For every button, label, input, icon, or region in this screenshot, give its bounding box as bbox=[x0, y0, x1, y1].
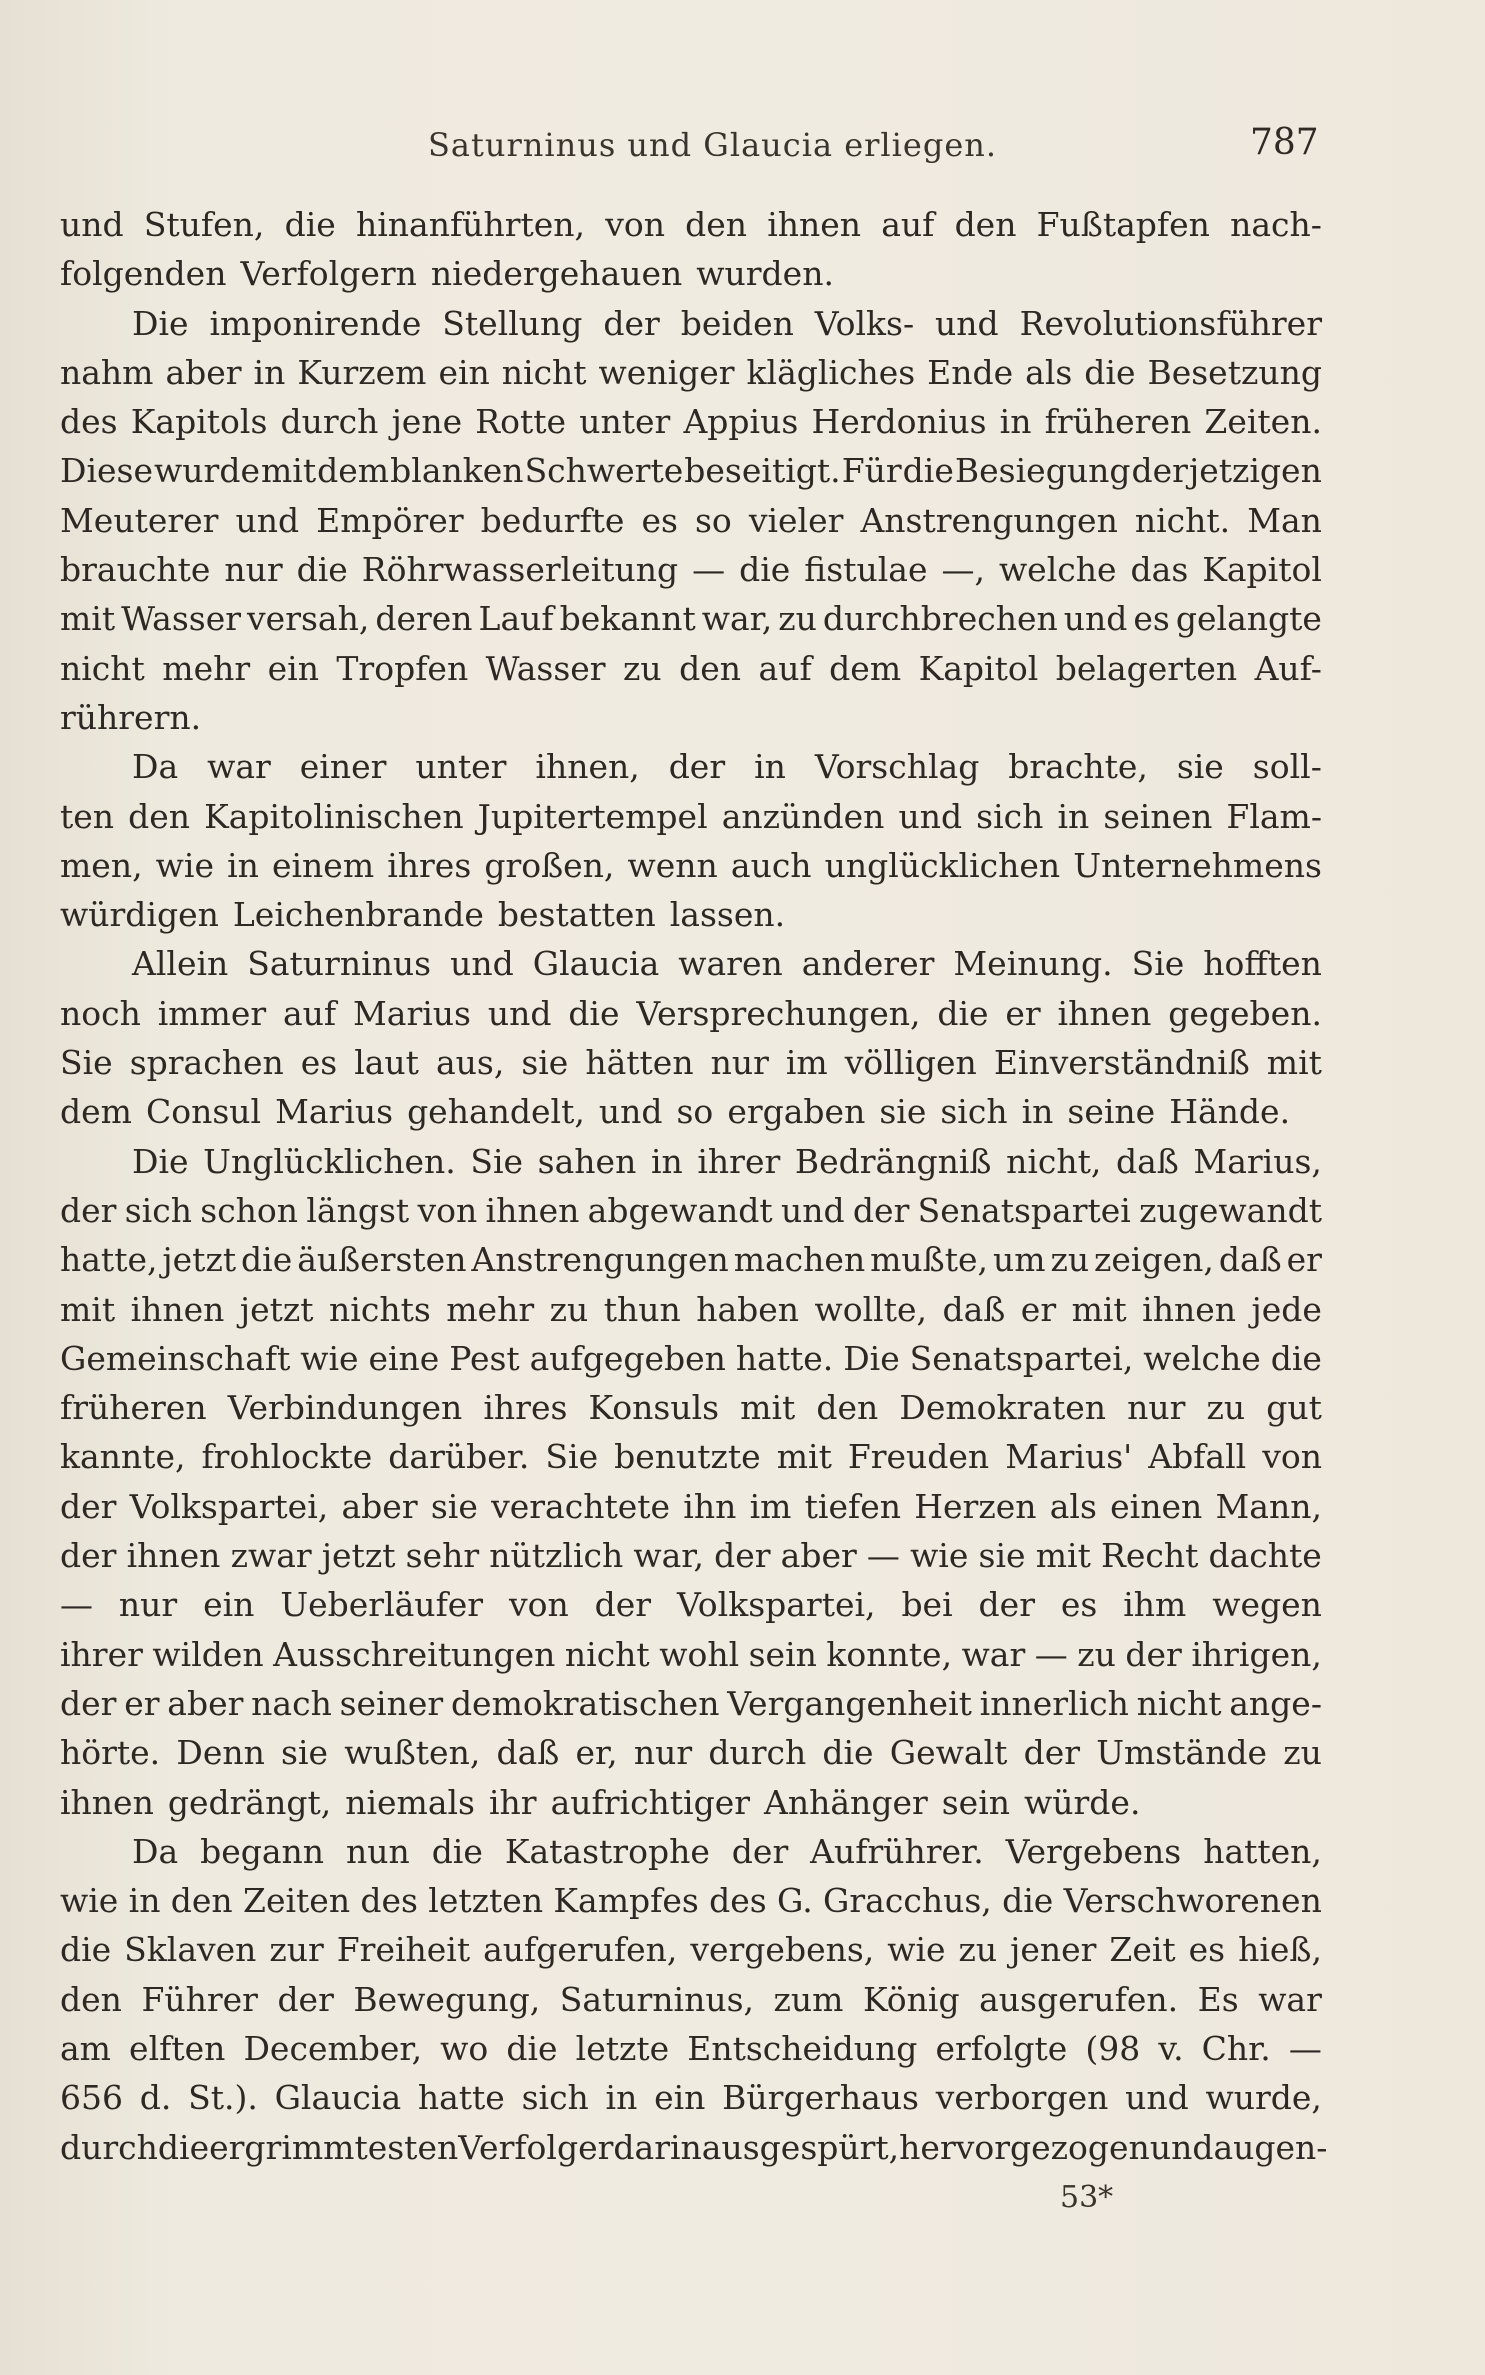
text-line: Die Unglücklichen. Sie sahen in ihrer Bedrängniß nicht, daß Marius, bbox=[132, 1141, 1322, 1181]
text-line: und Stufen, die hinanführten, von den ihnen auf den Fußtapfen nach- bbox=[60, 205, 1322, 244]
text-line: den Führer der Bewegung, Saturninus, zum König ausgerufen. Es war bbox=[60, 1979, 1322, 2019]
text-line: ihnen gedrängt, niemals ihr aufrichtiger Anhänger sein würde. bbox=[60, 1782, 1141, 1822]
text-line: ihrer wilden Ausschreitungen nicht wohl sein konnte, war — zu der ihrigen, bbox=[60, 1634, 1322, 1674]
text-line: durch die ergrimmtesten Verfolger darin ausgespürt, hervorgezogen und augen- bbox=[60, 2127, 1328, 2167]
text-line: der sich schon längst von ihnen abgewandt und der Senatspartei zugewandt bbox=[60, 1190, 1322, 1230]
text-line: wie in den Zeiten des letzten Kampfes des G. Gracchus, die Verschworenen bbox=[60, 1881, 1322, 1921]
text-line: Die imponirende Stellung der beiden Volks- und Revolutionsführer bbox=[132, 303, 1322, 343]
text-line: hatte, jetzt die äußersten Anstrengungen machen mußte, um zu zeigen, daß er bbox=[60, 1240, 1322, 1280]
text-line: mit Wasser versah, deren Lauf bekannt war, zu durchbrechen und es gelangte bbox=[60, 599, 1322, 639]
text-line: noch immer auf Marius und die Versprechungen, die er ihnen gegeben. bbox=[60, 993, 1322, 1033]
text-line: rührern. bbox=[60, 697, 202, 737]
text-line: Da begann nun die Katastrophe der Aufrührer. Vergebens hatten, bbox=[132, 1831, 1322, 1871]
text-line: würdigen Leichenbrande bestatten lassen. bbox=[60, 895, 786, 935]
text-line: früheren Verbindungen ihres Konsuls mit den Demokraten nur zu gut bbox=[60, 1388, 1322, 1428]
text-line: der er aber nach seiner demokratischen Vergangenheit innerlich nicht ange- bbox=[60, 1683, 1322, 1723]
running-title: Saturninus und Glaucia erliegen. bbox=[428, 126, 998, 164]
text-line: kannte, frohlockte darüber. Sie benutzte mit Freuden Marius' Abfall von bbox=[60, 1437, 1322, 1477]
running-head bbox=[0, 122, 1485, 176]
text-line: Diese wurde mit dem blanken Schwerte beseitigt. Für die Besiegung der jetzigen bbox=[60, 451, 1322, 491]
text-line: dem Consul Marius gehandelt, und so ergaben sie sich in seine Hände. bbox=[60, 1092, 1291, 1132]
page-number: 787 bbox=[1250, 122, 1319, 163]
text-line: brauchte nur die Röhrwasserleitung — die fistulae —, welche das Kapitol bbox=[60, 550, 1322, 590]
text-line: Allein Saturninus und Glaucia waren anderer Meinung. Sie hofften bbox=[132, 944, 1322, 984]
text-line: 656 d. St.). Glaucia hatte sich in ein Bürgerhaus verborgen und wurde, bbox=[60, 2078, 1322, 2118]
text-line: der ihnen zwar jetzt sehr nützlich war, der aber — wie sie mit Recht dachte bbox=[60, 1536, 1322, 1576]
text-line: Da war einer unter ihnen, der in Vorschlag brachte, sie soll- bbox=[132, 747, 1322, 787]
text-line: Meuterer und Empörer bedurfte es so vieler Anstrengungen nicht. Man bbox=[60, 500, 1322, 540]
printer-signature: 53* bbox=[1060, 2180, 1114, 2215]
text-line: am elften December, wo die letzte Entscheidung erfolgte (98 v. Chr. — bbox=[60, 2028, 1322, 2068]
text-line: nahm aber in Kurzem ein nicht weniger klägliches Ende als die Besetzung bbox=[60, 352, 1322, 392]
text-line: hörte. Denn sie wußten, daß er, nur durch die Gewalt der Umstände zu bbox=[60, 1733, 1322, 1773]
text-line: folgenden Verfolgern niedergehauen wurden. bbox=[60, 254, 834, 294]
text-line: nicht mehr ein Tropfen Wasser zu den auf dem Kapitol belagerten Auf- bbox=[60, 648, 1322, 688]
text-line: men, wie in einem ihres großen, wenn auch unglücklichen Unternehmens bbox=[60, 845, 1322, 885]
text-line: Sie sprachen es laut aus, sie hätten nur im völligen Einverständniß mit bbox=[60, 1043, 1322, 1083]
body-text bbox=[60, 200, 1328, 2172]
text-line: Gemeinschaft wie eine Pest aufgegeben hatte. Die Senatspartei, welche die bbox=[60, 1338, 1322, 1378]
text-line: mit ihnen jetzt nichts mehr zu thun haben wollte, daß er mit ihnen jede bbox=[60, 1289, 1322, 1329]
text-line: der Volkspartei, aber sie verachtete ihn im tiefen Herzen als einen Mann, bbox=[60, 1486, 1322, 1526]
text-line: ten den Kapitolinischen Jupitertempel anzünden und sich in seinen Flam- bbox=[60, 796, 1322, 836]
text-line: des Kapitols durch jene Rotte unter Appius Herdonius in früheren Zeiten. bbox=[60, 402, 1322, 442]
text-line: die Sklaven zur Freiheit aufgerufen, vergebens, wie zu jener Zeit es hieß, bbox=[60, 1930, 1322, 1970]
text-line: — nur ein Ueberläufer von der Volkspartei, bei der es ihm wegen bbox=[60, 1585, 1322, 1625]
